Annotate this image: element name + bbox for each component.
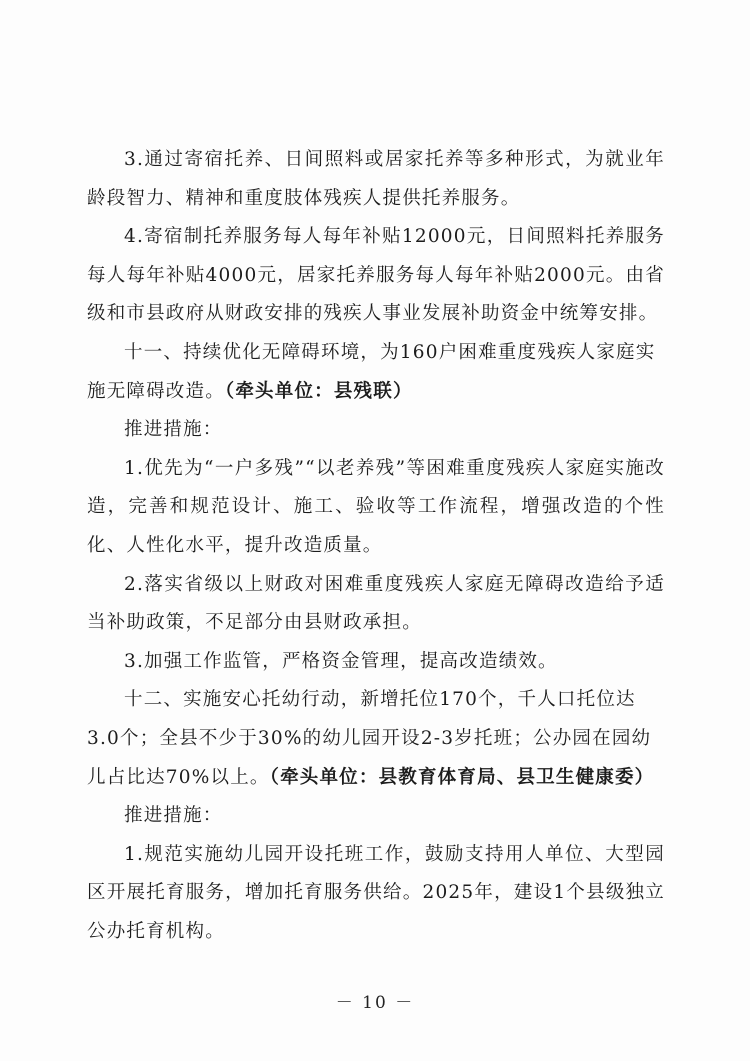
measures-label-childcare: 推进措施：	[124, 805, 223, 827]
lead-unit-accessibility: （牵头单位：县残联）	[224, 380, 413, 402]
section-heading-accessibility-text: 十一、持续优化无障碍环境，为160户困难重度残疾人家庭实施无障碍改造。	[87, 341, 656, 402]
lead-unit-childcare: （牵头单位：县教育体育局、县卫生健康委）	[269, 766, 655, 788]
measures-label-accessibility: 推进措施：	[124, 419, 223, 441]
paragraph-supervision: 3.加强工作监管，严格资金管理，提高改造绩效。	[124, 650, 558, 672]
paragraph-priority-renovation: 1.优先为“一户多残”“以老养残”等困难重度残疾人家庭实施改造，完善和规范设计、施工、验收等工作流程，增强改造的个性化、人性化水平，提升改造质量。	[87, 457, 665, 556]
paragraph-subsidy-policy: 2.落实省级以上财政对困难重度残疾人家庭无障碍改造给予适当补助政策，不足部分由县财政承担。	[87, 573, 665, 634]
document-body	[87, 141, 665, 951]
paragraph-childcare-classes: 1.规范实施幼儿园开设托班工作，鼓励支持用人单位、大型园区开展托育服务，增加托育服务供给。2025年，建设1个县级独立公办托育机构。	[87, 843, 665, 942]
section-heading-childcare	[87, 681, 665, 797]
section-heading-accessibility	[87, 334, 665, 411]
paragraph-elderly-care-forms: 3.通过寄宿托养、日间照料或居家托养等多种形式，为就业年龄段智力、精神和重度肢体残疾人提供托养服务。	[87, 149, 665, 209]
section-heading-childcare-text: 十二、实施安心托幼行动，新增托位170个，千人口托位达3.0个；全县不少于30%的幼儿园开设2-3岁托班；公办园在园幼儿占比达70%以上。	[87, 689, 652, 788]
paragraph-care-subsidy: 4.寄宿制托养服务每人每年补贴12000元，日间照料托养服务每人每年补贴4000元，居家托养服务每人每年补贴2000元。由省级和市县政府从财政安排的残疾人事业发展补助资金中统筹安排。	[87, 226, 665, 325]
page-number: － 10 －	[335, 993, 415, 1013]
